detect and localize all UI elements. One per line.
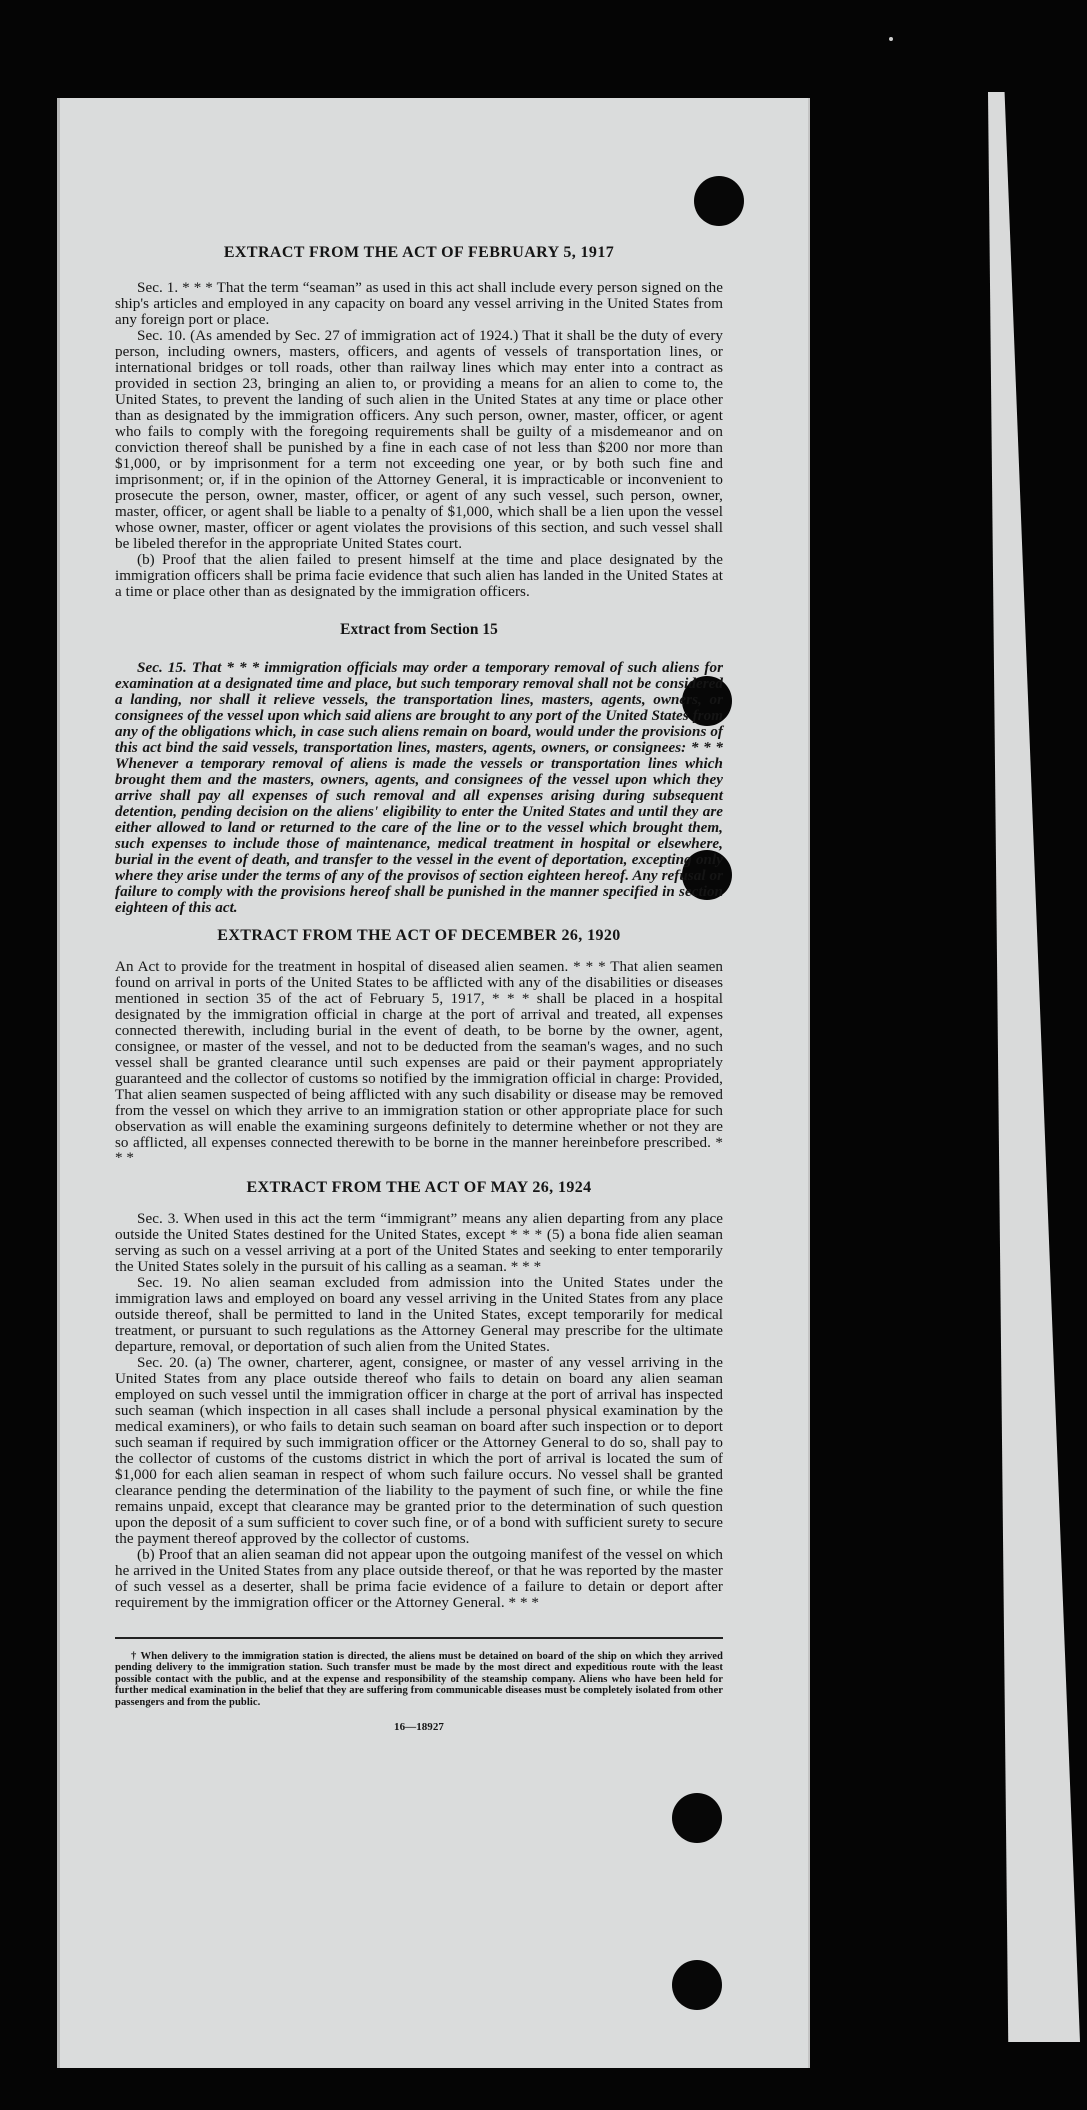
section-20-b: (b) Proof that an alien seaman did not appear upon the outgoing manifest of the vessel on which he arrived in the United States from any place outside thereof, or that he was reported by the master of such vessel as a deserter, shall be prima facie evidence of a failure to detain or deport after requirement by the immigration officer or the Attorney General. * * *	[115, 1547, 723, 1612]
section-20: Sec. 20. (a) The owner, charterer, agent, consignee, or master of any vessel arriving in the United States from any place outside thereof who fails to detain on board any alien seaman employed on such vessel until the immigration officer in charge at the port of arrival has inspected such seaman (which inspection in all cases shall include a personal physical examination by the medical examiners), or who fails to detain such seaman on board after such inspection or to deport such seaman if required by such immigration officer or the Attorney General to do so, shall pay to the collector of customs of the customs district in which the port of arrival is located the sum of $1,000 for each alien seaman in respect of whom such failure occurs. No vessel shall be granted clearance pending the determination of the liability to the payment of such fine, or while the fine remains unpaid, except that clearance may be granted prior to the determination of such question upon the deposit of a sum sufficient to cover such fine, or of a bond with sufficient surety to secure the payment thereof approved by the collector of customs.	[115, 1355, 723, 1548]
punch-hole	[694, 176, 744, 226]
act-dec-1920-text: An Act to provide for the treatment in hospital of diseased alien seamen. * * * That alien seamen found on arrival in ports of the United States to be afflicted with any of the disabilities or diseases mentioned in section 35 of the act of February 5, 1917, * * * shall be placed in a hospital designated by the immigration official in charge at the port of arrival and treated, all expenses connected therewith, including burial in the event of death, to be borne by the owner, agent, consignee, or master of the vessel, and not to be deducted from the seaman's wages, and no such vessel shall be granted clearance until such expenses are paid or their payment appropriately guaranteed and the collector of customs so notified by the immigration official in charge: Provided, That alien seamen suspected of being afflicted with any such disability or disease may be removed from the vessel on which they arrive to an immigration station or other appropriate place for such observation as will enable the examining surgeons definitely to determine whether or not they are so afflicted, all expenses connected therewith to be borne in the manner hereinbefore prescribed. * * *	[115, 958, 723, 1167]
heading-act-dec-1920: EXTRACT FROM THE ACT OF DECEMBER 26, 1920	[217, 926, 621, 944]
section-10-b: (b) Proof that the alien failed to present himself at the time and place designated by the immigration officers shall be prima facie evidence that such alien has landed in the United States at a time or place other than as designated by the immigration officers.	[115, 551, 723, 600]
section-19: Sec. 19. No alien seaman excluded from admission into the United States under the immigration laws and employed on board any vessel arriving in the United States from any place outside thereof, shall be permitted to land in the United States, except temporarily for medical treatment, or pursuant to such regulations as the Attorney General may prescribe for the ultimate departure, removal, or deportation of such alien from the United States.	[115, 1275, 723, 1356]
section-10: Sec. 10. (As amended by Sec. 27 of immigration act of 1924.) That it shall be the duty of every person, including owners, masters, officers, and agents of vessels of transportation lines, or international bridges or toll roads, other than railway lines which may enter into a contract as provided in section 23, bringing an alien to, or providing a means for an alien to come to, the United States, to prevent the landing of such alien in the United States at any time or place other than as designated by the immigration officers. Any such person, owner, master, officer, or agent who fails to comply with the foregoing requirements shall be guilty of a misdemeanor and on conviction thereof shall be punished by a fine in each case of not less than $200 nor more than $1,000, or by imprisonment for a term not exceeding one year, or by both such fine and imprisonment; or, if in the opinion of the Attorney General, it is impracticable or inconvenient to prosecute the person, owner, master, officer, or agent of any such vessel, such person, owner, master, officer, or agent shall be liable to a penalty of $1,000, which shall be a lien upon the vessel whose owner, master, officer or agent violates the provisions of this section, and such vessel shall be libeled therefor in the appropriate United States court.	[115, 327, 723, 552]
heading-act-feb-1917: EXTRACT FROM THE ACT OF FEBRUARY 5, 1917	[223, 244, 615, 261]
adjacent-page-edge	[988, 92, 1080, 2042]
section-3: Sec. 3. When used in this act the term “immigrant” means any alien departing from any place outside the United States destined for the United States, except * * * (5) a bona fide alien seaman serving as such on a vessel arriving at a port of the United States and seeking to enter temporarily the United States solely in the pursuit of his calling as a seaman. * * *	[115, 1211, 723, 1276]
document-text	[115, 245, 723, 1734]
section-15: Sec. 15. That * * * immigration officials may order a temporary removal of such aliens for examination at a designated time and place, but such temporary removal shall not be considered a landing, nor shall it relieve vessels, the transportation lines, masters, agents, owners, or consignees of the vessel upon which said aliens are brought to any port of the United States from any of the obligations which, in case such aliens remain on board, would under the provisions of this act bind the said vessels, transportation lines, masters, agents, owners, or consignees: * * * Whenever a temporary removal of aliens is made the vessels or transportation lines which brought them and the masters, owners, agents, and consignees of the vessel upon which they arrive shall pay all expenses of such removal and all expenses arising during subsequent detention, pending decision on the aliens' eligibility to enter the United States and until they are either allowed to land or returned to the care of the line or to the vessel which brought them, such expenses to include those of maintenance, medical treatment in hospital or elsewhere, burial in the event of death, and transfer to the vessel in the event of deportation, excepting only where they arise under the terms of any of the provisos of section eighteen hereof. Any refusal or failure to comply with the provisions hereof shall be punished in the manner specified in section eighteen of this act.	[115, 659, 723, 916]
speck	[889, 37, 893, 41]
form-number: 16—18927	[394, 1721, 444, 1734]
punch-hole	[672, 1960, 722, 2010]
footnote-divider	[115, 1637, 723, 1639]
punch-hole	[672, 1793, 722, 1843]
heading-section-15: Extract from Section 15	[340, 620, 498, 638]
section-1: Sec. 1. * * * That the term “seaman” as used in this act shall include every person signed on the ship's articles and employed in any capacity on board any vessel arriving in the United States from any foreign port or place.	[115, 279, 723, 328]
footnote: † When delivery to the immigration station is directed, the aliens must be detained on board of the ship on which they arrived pending delivery to the immigration station. Such transfer must be made by the most direct and expeditious route with the least possible contact with the public, and at the expense and responsibility of the steamship company. Aliens who have been held for further medical examination in the belief that they are suffering from communicable diseases must be completely isolated from other passengers and from the public.	[115, 1651, 723, 1708]
heading-act-may-1924: EXTRACT FROM THE ACT OF MAY 26, 1924	[246, 1179, 592, 1197]
